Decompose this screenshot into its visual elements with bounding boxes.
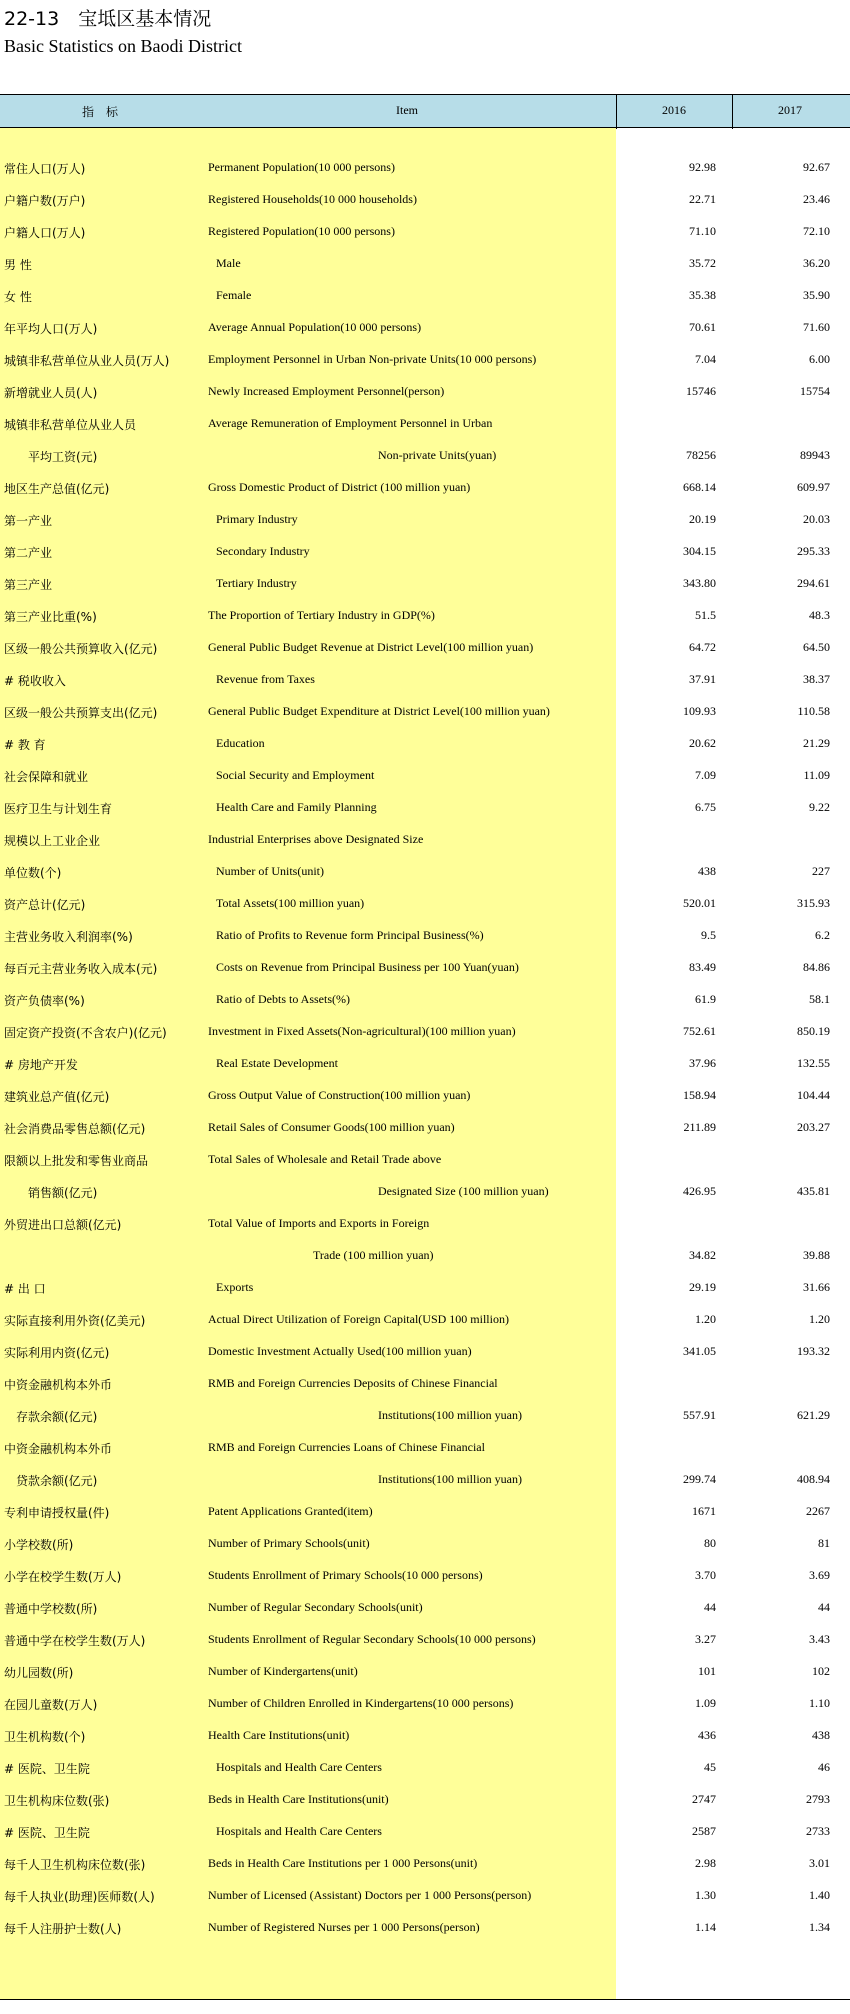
indicator-cn: 规模以上工业企业 <box>4 834 101 848</box>
value-2016: 7.09 <box>695 768 716 782</box>
table-row <box>0 696 850 728</box>
indicator-cn: 第三产业 <box>4 578 53 592</box>
indicator-en: Employment Personnel in Urban Non-private Units(10 000 persons) <box>208 352 537 366</box>
indicator-cn: 平均工资(元) <box>4 450 98 464</box>
indicator-en: Investment in Fixed Assets(Non-agricultural)(100 million yuan) <box>208 1024 516 1038</box>
value-2017: 9.22 <box>809 800 830 814</box>
value-2016: 343.80 <box>683 576 716 590</box>
value-2017: 408.94 <box>797 1472 830 1486</box>
value-2017: 102 <box>812 1664 830 1678</box>
indicator-cn: # 医院、卫生院 <box>4 1762 90 1776</box>
value-2017: 39.88 <box>803 1248 830 1262</box>
value-2016: 436 <box>698 1728 716 1742</box>
value-2016: 752.61 <box>683 1024 716 1038</box>
value-2016: 557.91 <box>683 1408 716 1422</box>
value-2017: 2793 <box>806 1792 830 1806</box>
indicator-en: Registered Households(10 000 households) <box>208 192 417 206</box>
table-row <box>0 1624 850 1656</box>
value-2016: 37.96 <box>689 1056 716 1070</box>
table-row <box>0 1784 850 1816</box>
value-2017: 315.93 <box>797 896 830 910</box>
value-2016: 20.19 <box>689 512 716 526</box>
value-2016: 1671 <box>692 1504 716 1518</box>
value-2016: 158.94 <box>683 1088 716 1102</box>
table-row <box>0 1560 850 1592</box>
indicator-cn: 存款余额(亿元) <box>4 1410 98 1424</box>
value-2016: 2747 <box>692 1792 716 1806</box>
indicator-cn: 普通中学在校学生数(万人) <box>4 1634 146 1648</box>
value-2016: 83.49 <box>689 960 716 974</box>
value-2017: 1.34 <box>809 1920 830 1934</box>
value-2017: 294.61 <box>797 576 830 590</box>
value-2016: 2.98 <box>695 1856 716 1870</box>
value-2016: 80 <box>704 1536 716 1550</box>
indicator-en: Total Sales of Wholesale and Retail Trade above <box>208 1152 442 1166</box>
indicator-cn: # 医院、卫生院 <box>4 1826 90 1840</box>
value-2016: 341.05 <box>683 1344 716 1358</box>
table-row <box>0 1240 850 1272</box>
indicator-cn: 每千人注册护士数(人) <box>4 1922 122 1936</box>
value-2017: 44 <box>818 1600 830 1614</box>
table-row <box>0 1112 850 1144</box>
table-row <box>0 1528 850 1560</box>
table-row <box>0 984 850 1016</box>
value-2016: 520.01 <box>683 896 716 910</box>
value-2017: 89943 <box>800 448 830 462</box>
value-2016: 299.74 <box>683 1472 716 1486</box>
value-2016: 668.14 <box>683 480 716 494</box>
value-2017: 92.67 <box>803 160 830 174</box>
indicator-cn: 小学校数(所) <box>4 1538 74 1552</box>
value-2016: 9.5 <box>701 928 716 942</box>
value-2017: 21.29 <box>803 736 830 750</box>
indicator-en: Education <box>216 736 265 750</box>
indicator-en: Primary Industry <box>216 512 298 526</box>
value-2016: 3.70 <box>695 1568 716 1582</box>
table-row <box>0 1848 850 1880</box>
indicator-en: Total Assets(100 million yuan) <box>216 896 365 910</box>
table-header <box>0 94 850 128</box>
indicator-en: Gross Domestic Product of District (100 million yuan) <box>208 480 471 494</box>
value-2017: 1.20 <box>809 1312 830 1326</box>
indicator-en: Health Care Institutions(unit) <box>208 1728 350 1742</box>
indicator-en: Beds in Health Care Institutions per 1 000 Persons(unit) <box>208 1856 478 1870</box>
table-row <box>0 824 850 856</box>
table-row <box>0 952 850 984</box>
table-row <box>0 664 850 696</box>
indicator-cn: 中资金融机构本外币 <box>4 1442 113 1456</box>
indicator-en: Hospitals and Health Care Centers <box>216 1824 382 1838</box>
value-2016: 45 <box>704 1760 716 1774</box>
table-row <box>0 536 850 568</box>
value-2016: 37.91 <box>689 672 716 686</box>
page-title-cn: 22-13 宝坻区基本情况 <box>4 8 212 30</box>
value-2016: 35.38 <box>689 288 716 302</box>
header-2016: 2016 <box>662 103 686 117</box>
table-row <box>0 1720 850 1752</box>
indicator-en: Retail Sales of Consumer Goods(100 million yuan) <box>208 1120 455 1134</box>
table-row <box>0 1144 850 1176</box>
value-2016: 29.19 <box>689 1280 716 1294</box>
indicator-cn: 女 性 <box>4 290 32 304</box>
indicator-en: Male <box>216 256 241 270</box>
table-row <box>0 888 850 920</box>
indicator-cn: 年平均人口(万人) <box>4 322 98 336</box>
table-row <box>0 440 850 472</box>
value-2017: 6.00 <box>809 352 830 366</box>
value-2016: 2587 <box>692 1824 716 1838</box>
value-2017: 20.03 <box>803 512 830 526</box>
value-2017: 81 <box>818 1536 830 1550</box>
indicator-en: Female <box>216 288 252 302</box>
value-2016: 51.5 <box>695 608 716 622</box>
indicator-en: Actual Direct Utilization of Foreign Capital(USD 100 million) <box>208 1312 509 1326</box>
indicator-cn: 普通中学校数(所) <box>4 1602 98 1616</box>
indicator-cn: 区级一般公共预算收入(亿元) <box>4 642 158 656</box>
header-divider <box>732 95 733 129</box>
table-row <box>0 1400 850 1432</box>
indicator-en: Number of Units(unit) <box>216 864 324 878</box>
indicator-en: The Proportion of Tertiary Industry in GDP(%) <box>208 608 435 622</box>
table-row <box>0 472 850 504</box>
statistics-table <box>0 94 850 2000</box>
indicator-cn: 幼儿园数(所) <box>4 1666 74 1680</box>
value-2017: 64.50 <box>803 640 830 654</box>
indicator-cn: 贷款余额(亿元) <box>4 1474 98 1488</box>
indicator-en: Tertiary Industry <box>216 576 297 590</box>
indicator-cn: 每百元主营业务收入成本(元) <box>4 962 158 976</box>
value-2017: 203.27 <box>797 1120 830 1134</box>
header-indicator: 指 标 <box>82 105 119 119</box>
table-row <box>0 184 850 216</box>
value-2017: 104.44 <box>797 1088 830 1102</box>
indicator-cn: # 税收收入 <box>4 674 66 688</box>
indicator-en: RMB and Foreign Currencies Deposits of Chinese Financial <box>208 1376 498 1390</box>
value-2017: 621.29 <box>797 1408 830 1422</box>
indicator-en: Number of Primary Schools(unit) <box>208 1536 370 1550</box>
value-2016: 1.20 <box>695 1312 716 1326</box>
indicator-cn: 卫生机构数(个) <box>4 1730 86 1744</box>
indicator-cn: 常住人口(万人) <box>4 162 86 176</box>
table-row <box>0 1752 850 1784</box>
value-2017: 71.60 <box>803 320 830 334</box>
table-row <box>0 312 850 344</box>
indicator-cn: 固定资产投资(不含农户)(亿元) <box>4 1026 167 1040</box>
indicator-cn: 专利申请授权量(件) <box>4 1506 110 1520</box>
indicator-cn: # 教 育 <box>4 738 46 752</box>
indicator-cn: 实际利用内资(亿元) <box>4 1346 110 1360</box>
indicator-cn: 外贸进出口总额(亿元) <box>4 1218 122 1232</box>
indicator-en: Average Annual Population(10 000 persons) <box>208 320 422 334</box>
value-2017: 2267 <box>806 1504 830 1518</box>
indicator-en: Institutions(100 million yuan) <box>378 1472 522 1486</box>
value-2017: 15754 <box>800 384 830 398</box>
indicator-en: RMB and Foreign Currencies Loans of Chinese Financial <box>208 1440 485 1454</box>
value-2016: 70.61 <box>689 320 716 334</box>
value-2017: 46 <box>818 1760 830 1774</box>
table-row <box>0 1080 850 1112</box>
indicator-en: Number of Licensed (Assistant) Doctors per 1 000 Persons(person) <box>208 1888 532 1902</box>
value-2017: 3.43 <box>809 1632 830 1646</box>
header-divider <box>616 95 617 129</box>
indicator-en: Secondary Industry <box>216 544 310 558</box>
indicator-en: Revenue from Taxes <box>216 672 315 686</box>
indicator-cn: 第二产业 <box>4 546 53 560</box>
value-2017: 31.66 <box>803 1280 830 1294</box>
table-row <box>0 1048 850 1080</box>
table-row <box>0 1496 850 1528</box>
value-2016: 15746 <box>686 384 716 398</box>
value-2017: 3.01 <box>809 1856 830 1870</box>
table-row <box>0 216 850 248</box>
value-2016: 61.9 <box>695 992 716 1006</box>
indicator-cn: 每千人卫生机构床位数(张) <box>4 1858 146 1872</box>
value-2016: 7.04 <box>695 352 716 366</box>
indicator-en: General Public Budget Expenditure at District Level(100 million yuan) <box>208 704 550 718</box>
table-row <box>0 1464 850 1496</box>
indicator-en: Students Enrollment of Primary Schools(10 000 persons) <box>208 1568 483 1582</box>
value-2016: 1.09 <box>695 1696 716 1710</box>
value-2017: 132.55 <box>797 1056 830 1070</box>
value-2017: 438 <box>812 1728 830 1742</box>
indicator-en: Average Remuneration of Employment Personnel in Urban <box>208 416 493 430</box>
indicator-en: Exports <box>216 1280 254 1294</box>
indicator-en: Real Estate Development <box>216 1056 338 1070</box>
indicator-en: Students Enrollment of Regular Secondary Schools(10 000 persons) <box>208 1632 536 1646</box>
indicator-cn: 医疗卫生与计划生育 <box>4 802 113 816</box>
indicator-en: Number of Regular Secondary Schools(unit) <box>208 1600 423 1614</box>
table-row <box>0 1368 850 1400</box>
value-2017: 38.37 <box>803 672 830 686</box>
value-2017: 48.3 <box>809 608 830 622</box>
table-row <box>0 152 850 184</box>
table-row <box>0 760 850 792</box>
indicator-en: Industrial Enterprises above Designated Size <box>208 832 424 846</box>
indicator-en: Ratio of Profits to Revenue form Principal Business(%) <box>216 928 484 942</box>
value-2016: 20.62 <box>689 736 716 750</box>
value-2016: 34.82 <box>689 1248 716 1262</box>
table-row <box>0 568 850 600</box>
indicator-en: Health Care and Family Planning <box>216 800 377 814</box>
indicator-cn: 户籍人口(万人) <box>4 226 86 240</box>
value-2017: 23.46 <box>803 192 830 206</box>
table-row <box>0 1816 850 1848</box>
value-2017: 1.10 <box>809 1696 830 1710</box>
indicator-en: Social Security and Employment <box>216 768 375 782</box>
table-row <box>0 1432 850 1464</box>
indicator-cn: 户籍户数(万户) <box>4 194 86 208</box>
value-2017: 1.40 <box>809 1888 830 1902</box>
header-item: Item <box>396 103 418 117</box>
table-row <box>0 1208 850 1240</box>
indicator-en: Number of Children Enrolled in Kindergartens(10 000 persons) <box>208 1696 514 1710</box>
value-2017: 850.19 <box>797 1024 830 1038</box>
table-row <box>0 1272 850 1304</box>
table-row <box>0 632 850 664</box>
value-2016: 1.14 <box>695 1920 716 1934</box>
indicator-cn: # 房地产开发 <box>4 1058 78 1072</box>
table-row <box>0 1880 850 1912</box>
value-2016: 92.98 <box>689 160 716 174</box>
table-row <box>0 792 850 824</box>
value-2016: 64.72 <box>689 640 716 654</box>
value-2017: 36.20 <box>803 256 830 270</box>
indicator-en: Costs on Revenue from Principal Business per 100 Yuan(yuan) <box>216 960 519 974</box>
value-2017: 435.81 <box>797 1184 830 1198</box>
value-2016: 44 <box>704 1600 716 1614</box>
value-2016: 1.30 <box>695 1888 716 1902</box>
table-row <box>0 504 850 536</box>
indicator-cn: 城镇非私营单位从业人员(万人) <box>4 354 170 368</box>
value-2017: 609.97 <box>797 480 830 494</box>
indicator-cn: # 出 口 <box>4 1282 46 1296</box>
value-2017: 193.32 <box>797 1344 830 1358</box>
table-row <box>0 1688 850 1720</box>
table-row <box>0 376 850 408</box>
indicator-en: Patent Applications Granted(item) <box>208 1504 373 1518</box>
value-2017: 72.10 <box>803 224 830 238</box>
value-2017: 295.33 <box>797 544 830 558</box>
indicator-en: General Public Budget Revenue at District Level(100 million yuan) <box>208 640 534 654</box>
value-2016: 438 <box>698 864 716 878</box>
table-row <box>0 728 850 760</box>
indicator-cn: 男 性 <box>4 258 32 272</box>
indicator-cn: 在园儿童数(万人) <box>4 1698 98 1712</box>
indicator-en: Registered Population(10 000 persons) <box>208 224 395 238</box>
value-2017: 58.1 <box>809 992 830 1006</box>
value-2017: 110.58 <box>797 704 830 718</box>
indicator-cn: 每千人执业(助理)医师数(人) <box>4 1890 155 1904</box>
value-2017: 35.90 <box>803 288 830 302</box>
table-row <box>0 1656 850 1688</box>
table-row <box>0 280 850 312</box>
indicator-cn: 单位数(个) <box>4 866 62 880</box>
indicator-en: Domestic Investment Actually Used(100 million yuan) <box>208 1344 472 1358</box>
indicator-en: Ratio of Debts to Assets(%) <box>216 992 350 1006</box>
table-row <box>0 920 850 952</box>
value-2017: 11.09 <box>803 768 830 782</box>
indicator-cn: 社会保障和就业 <box>4 770 89 784</box>
indicator-en: Number of Kindergartens(unit) <box>208 1664 358 1678</box>
value-2016: 109.93 <box>683 704 716 718</box>
table-row <box>0 856 850 888</box>
indicator-en: Total Value of Imports and Exports in Foreign <box>208 1216 430 1230</box>
indicator-en: Gross Output Value of Construction(100 million yuan) <box>208 1088 471 1102</box>
table-row <box>0 408 850 440</box>
indicator-cn: 建筑业总产值(亿元) <box>4 1090 110 1104</box>
indicator-en: Number of Registered Nurses per 1 000 Persons(person) <box>208 1920 480 1934</box>
table-bottom-rule <box>0 1999 850 2000</box>
value-2016: 426.95 <box>683 1184 716 1198</box>
value-2016: 35.72 <box>689 256 716 270</box>
indicator-en: Trade (100 million yuan) <box>313 1248 434 1262</box>
value-2017: 84.86 <box>803 960 830 974</box>
table-row <box>0 248 850 280</box>
indicator-cn: 第一产业 <box>4 514 53 528</box>
table-row <box>0 1176 850 1208</box>
table-row <box>0 1592 850 1624</box>
value-2016: 211.89 <box>683 1120 716 1134</box>
table-row <box>0 600 850 632</box>
indicator-cn: 城镇非私营单位从业人员 <box>4 418 137 432</box>
indicator-cn: 实际直接利用外资(亿美元) <box>4 1314 146 1328</box>
indicator-en: Non-private Units(yuan) <box>378 448 497 462</box>
value-2017: 2733 <box>806 1824 830 1838</box>
header-2017: 2017 <box>778 103 802 117</box>
value-2016: 22.71 <box>689 192 716 206</box>
value-2016: 6.75 <box>695 800 716 814</box>
indicator-en: Institutions(100 million yuan) <box>378 1408 522 1422</box>
indicator-en: Hospitals and Health Care Centers <box>216 1760 382 1774</box>
value-2016: 71.10 <box>689 224 716 238</box>
table-row <box>0 344 850 376</box>
page-title-en: Basic Statistics on Baodi District <box>4 36 242 56</box>
indicator-cn: 限额以上批发和零售业商品 <box>4 1154 149 1168</box>
value-2016: 78256 <box>686 448 716 462</box>
table-row <box>0 1016 850 1048</box>
table-row <box>0 1304 850 1336</box>
value-2017: 227 <box>812 864 830 878</box>
table-row <box>0 1336 850 1368</box>
indicator-cn: 区级一般公共预算支出(亿元) <box>4 706 158 720</box>
indicator-cn: 小学在校学生数(万人) <box>4 1570 122 1584</box>
value-2016: 3.27 <box>695 1632 716 1646</box>
indicator-cn: 新增就业人员(人) <box>4 386 98 400</box>
indicator-cn: 资产负债率(%) <box>4 994 85 1008</box>
indicator-cn: 第三产业比重(%) <box>4 610 97 624</box>
indicator-cn: 卫生机构床位数(张) <box>4 1794 110 1808</box>
value-2016: 304.15 <box>683 544 716 558</box>
indicator-en: Designated Size (100 million yuan) <box>378 1184 549 1198</box>
indicator-cn: 社会消费品零售总额(亿元) <box>4 1122 146 1136</box>
indicator-en: Newly Increased Employment Personnel(person) <box>208 384 445 398</box>
indicator-en: Permanent Population(10 000 persons) <box>208 160 395 174</box>
indicator-cn: 中资金融机构本外币 <box>4 1378 113 1392</box>
indicator-cn: 销售额(亿元) <box>4 1186 98 1200</box>
indicator-cn: 地区生产总值(亿元) <box>4 482 110 496</box>
table-row <box>0 1912 850 1944</box>
value-2016: 101 <box>698 1664 716 1678</box>
value-2017: 6.2 <box>815 928 830 942</box>
indicator-en: Beds in Health Care Institutions(unit) <box>208 1792 389 1806</box>
value-2017: 3.69 <box>809 1568 830 1582</box>
indicator-cn: 主营业务收入利润率(%) <box>4 930 133 944</box>
indicator-cn: 资产总计(亿元) <box>4 898 86 912</box>
